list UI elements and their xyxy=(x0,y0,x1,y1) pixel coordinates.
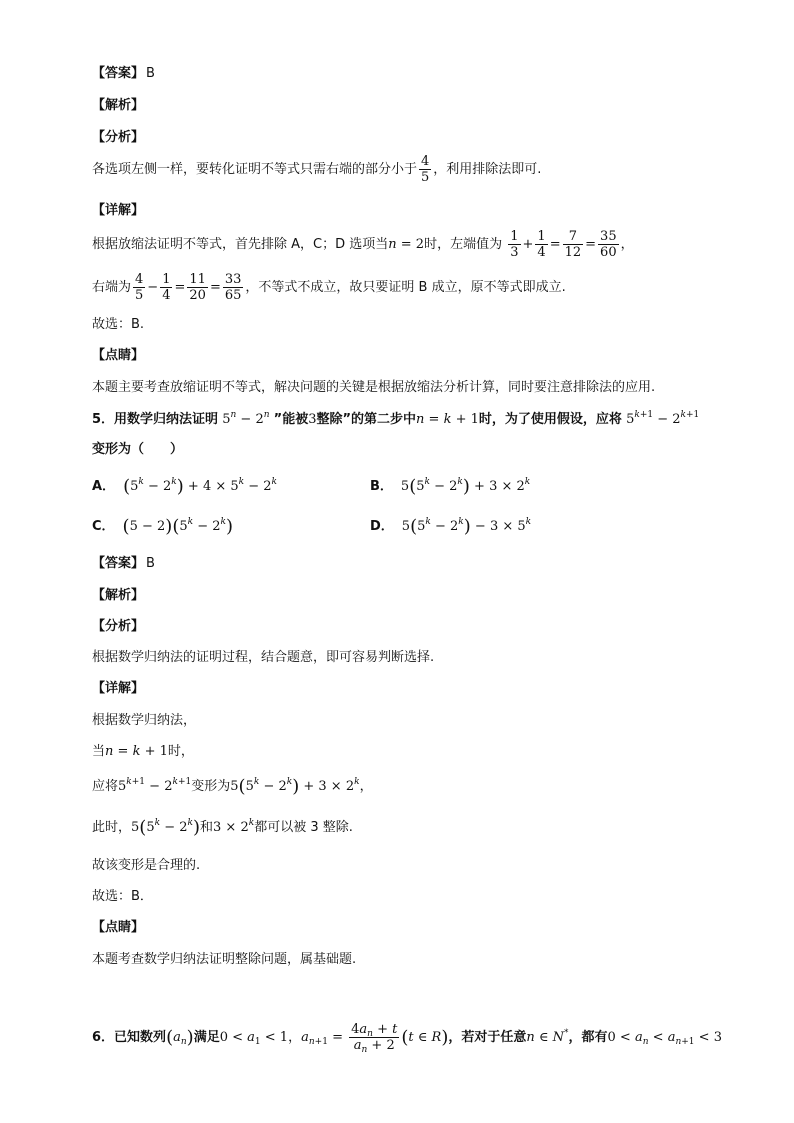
fenxi-tag: 【分析】 xyxy=(92,130,145,145)
stem-three: 3 xyxy=(308,412,317,427)
comment-tag: 【点睛】 xyxy=(92,920,145,935)
comment-text: 本题主要考查放缩证明不等式，解决问题的关键是根据放缩法分析计算，同时要注意排除法的应用. xyxy=(92,380,656,395)
frac-num: 1 xyxy=(162,272,171,287)
q5-comment-text xyxy=(92,950,356,970)
frac-den: 5 xyxy=(135,288,144,303)
stem-a: 已知数列 xyxy=(114,1030,167,1045)
eq-2: = 2 xyxy=(396,237,425,252)
frac-num: 1 xyxy=(510,229,519,244)
frac-den: 4 xyxy=(537,245,546,260)
fraction xyxy=(419,154,431,185)
frac-den: 5 xyxy=(421,170,430,185)
detail-l3-a: 应将 xyxy=(92,779,119,794)
detail-l4-b: 和 xyxy=(200,820,214,835)
q5-detail-l5 xyxy=(92,856,200,876)
option-label: D． xyxy=(370,519,394,534)
analysis-tag: 【解析】 xyxy=(92,98,145,113)
stem-line2: 变形为（ ） xyxy=(92,442,184,457)
question-number: 6． xyxy=(92,1030,115,1045)
q5-fenxi-tag xyxy=(92,617,144,637)
q6-stem: 6．已知数列$(a_n)$满足$0 < a_1 < 1$，$a_{n+1}$ = $\frac{4a_n + t}{a_n + 2}$ (t ∈ R)，若对于任意n ∈ N*，都有$0 < a_n < a_{n+1} < 3$ xyxy=(92,1022,722,1055)
detail-tag: 【详解】 xyxy=(92,203,145,218)
frac-den: 12 xyxy=(564,245,582,260)
analysis-tag: 【解析】 xyxy=(92,588,145,603)
q5-fenxi-text xyxy=(92,648,434,668)
detail-l1-a: 根据放缩法证明不等式，首先排除 A，C；D 选项当 xyxy=(92,237,389,252)
fraction xyxy=(563,229,584,260)
choose-text: 故选：B. xyxy=(92,317,145,332)
question-number: 5． xyxy=(92,412,115,427)
frac-den: 20 xyxy=(189,288,206,303)
fenxi-text-a: 各选项左侧一样，要转化证明不等式只需右端的部分小于 xyxy=(92,162,418,177)
q4-detail-tag xyxy=(92,201,144,221)
q4-comment-text xyxy=(92,378,655,398)
q4-detail-line2: 右端为 $\frac{4}{5}$ − $\frac{1}{4}$ = $\frac{11}{20}$ = $\frac{33}{65}$ ，不等式不成立，故只要证明 B 成立，原不等式即成立. xyxy=(92,272,566,303)
q5-choose xyxy=(92,887,153,907)
fraction xyxy=(535,229,547,260)
detail-l2-b: ，不等式不成立，故只要证明 B 成立，原不等式即成立. xyxy=(245,280,566,295)
fraction xyxy=(133,272,145,303)
var-n: n xyxy=(388,237,397,252)
fraction xyxy=(187,272,208,303)
q5-detail-tag xyxy=(92,679,144,699)
stem-e: ，都有 xyxy=(568,1030,608,1045)
detail-tag: 【详解】 xyxy=(92,681,145,696)
choose-text: 故选：B． xyxy=(92,889,153,904)
q5-detail-l1 xyxy=(92,711,196,731)
option-label: B． xyxy=(370,479,393,494)
option-c[interactable]: C． $(5 - 2)(5^k - 2^k)$ xyxy=(92,516,234,537)
option-d[interactable]: D． $5(5^k - 2^k) - 3 \times 5^k$ xyxy=(370,516,532,537)
fraction: $\frac{4a_n + t}{a_n + 2}$ xyxy=(351,1022,398,1055)
frac-num: 7 xyxy=(568,229,577,244)
option-b[interactable]: B． $5(5^k - 2^k) + 3 \times 2^k$ xyxy=(370,476,531,497)
q5-detail-l2: 当n = k + 1时， xyxy=(92,744,194,759)
detail-l2-a: 当 xyxy=(92,744,106,759)
frac-den: 3 xyxy=(510,245,519,260)
q4-fenxi-tag xyxy=(92,128,144,148)
fenxi-tag: 【分析】 xyxy=(92,619,145,634)
detail-l2-a: 右端为 xyxy=(92,280,132,295)
q5-comment-tag xyxy=(92,918,144,938)
detail-l3-b: 变形为 xyxy=(191,779,231,794)
frac-den: 4 xyxy=(162,288,171,303)
q5-detail-l3: 应将$5^{k+1} - 2^{k+1}$变形为$5(5^k - 2^k) + 3 \times 2^k$， xyxy=(92,776,373,797)
option-label: C． xyxy=(92,519,115,534)
option-a[interactable]: A． $(5^k - 2^k) + 4 \times 5^k - 2^k$ xyxy=(92,476,278,497)
answer-value: B xyxy=(146,556,155,571)
fraction xyxy=(598,229,619,260)
answer-tag: 【答案】 xyxy=(92,66,145,81)
q4-detail-line1: 根据放缩法证明不等式，首先排除 A，C；D 选项当n = 2时，左端值为 $\frac{1}{3}$ + $\frac{1}{4}$ = $\frac{7}{12}$ = $\frac{35}{60}$ ， xyxy=(92,229,634,260)
detail-l5: 故该变形是合理的. xyxy=(92,858,201,873)
frac-num: 33 xyxy=(224,272,242,287)
q5-detail-l4: 此时，$5(5^k - 2^k)$和$3 \times 2^k$都可以被 3 整除. xyxy=(92,817,353,838)
detail-l1-b: 时，左端值为 xyxy=(424,237,503,252)
stem-c: 整除”的第二步中 xyxy=(316,412,417,427)
answer-value: B xyxy=(146,66,155,81)
stem-d: 时，为了使用假设，应将 xyxy=(478,412,622,427)
frac-num: 4 xyxy=(421,154,430,169)
frac-num: 35 xyxy=(600,229,617,244)
q5-stem-line1: 5．用数学归纳法证明 $5^n - 2^n$ ”能被3整除”的第二步中n = k + 1时，为了使用假设，应将 $5^{k+1} - 2^{k+1}$ xyxy=(92,410,700,427)
q5-analysis-tag xyxy=(92,586,144,606)
stem-b: 能被 xyxy=(282,412,309,427)
q4-fenxi-text xyxy=(92,154,541,185)
fraction xyxy=(508,229,520,260)
detail-l1: 根据数学归纳法， xyxy=(92,713,197,728)
comment-tag: 【点睛】 xyxy=(92,348,145,363)
q5-stem-line2 xyxy=(92,440,183,460)
q4-comment-tag xyxy=(92,346,144,366)
option-label: A． xyxy=(92,479,116,494)
fenxi-text-b: ，利用排除法即可. xyxy=(433,162,542,177)
q4-answer-line xyxy=(92,64,155,84)
frac-den: 60 xyxy=(600,245,617,260)
fraction xyxy=(223,272,244,303)
detail-l4-c: 都可以被 3 整除. xyxy=(254,820,353,835)
comment-text: 本题考查数学归纳法证明整除问题，属基础题. xyxy=(92,952,357,967)
frac-num: 11 xyxy=(189,272,206,287)
stem-b: 满足 xyxy=(193,1030,220,1045)
frac-num: 1 xyxy=(537,229,546,244)
stem-c: ， xyxy=(288,1030,302,1045)
detail-l4-a: 此时， xyxy=(92,820,132,835)
fenxi-text: 根据数学归纳法的证明过程，结合题意，即可容易判断选择. xyxy=(92,650,435,665)
frac-num: 4 xyxy=(135,272,144,287)
fraction xyxy=(160,272,172,303)
stem-a: 用数学归纳法证明 xyxy=(114,412,219,427)
detail-l2-b: 时， xyxy=(167,744,194,759)
q5-answer-line xyxy=(92,554,155,574)
stem-d: ，若对于任意 xyxy=(448,1030,527,1045)
frac-den: 65 xyxy=(224,288,242,303)
q4-analysis-tag xyxy=(92,96,144,116)
answer-tag: 【答案】 xyxy=(92,556,145,571)
q4-choose xyxy=(92,315,144,335)
